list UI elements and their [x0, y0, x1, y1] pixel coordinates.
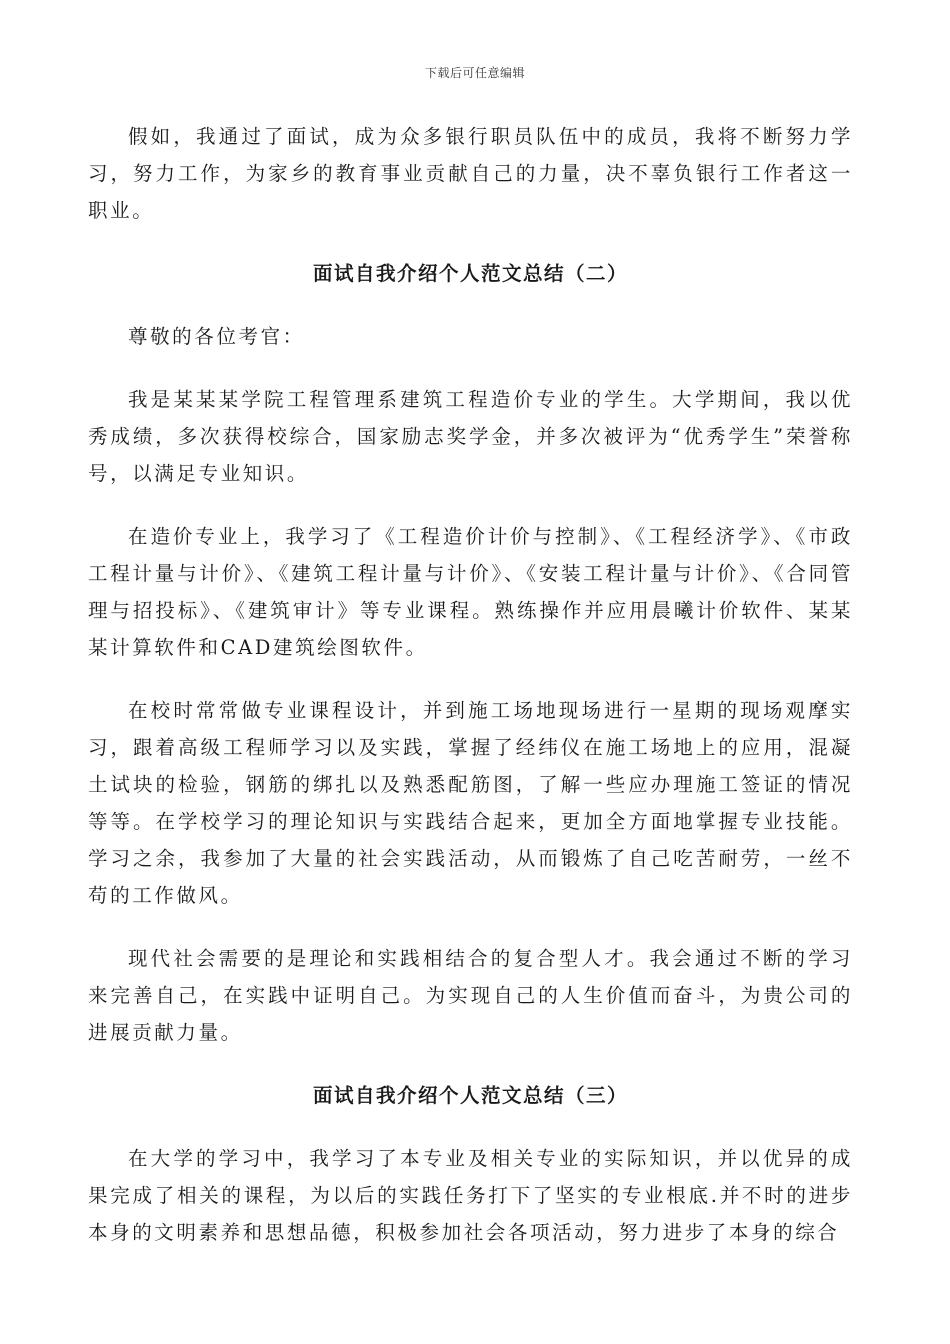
- paragraph-salutation: 尊敬的各位考官：: [127, 325, 305, 348]
- paragraph-introduction: 我是某某某学院工程管理系建筑工程造价专业的学生。大学期间，我以优秀成绩，多次获得校综合，国家励志奖学金，并多次被评为“优秀学生”荣誉称号，以满足专业知识。: [88, 388, 853, 485]
- page-header-note: 下载后可任意编辑: [424, 66, 525, 80]
- paragraph-commitment: 假如，我通过了面试，成为众多银行职员队伍中的成员，我将不断努力学习，努力工作，为家乡的教育事业贡献自己的力量，决不辜负银行工作者这一职业。: [88, 125, 853, 222]
- section-title-three: 面试自我介绍个人范文总结（三）: [312, 1084, 628, 1107]
- document-body: [88, 118, 853, 1277]
- paragraph-practice: 在校时常常做专业课程设计，并到施工场地现场进行一星期的现场观摩实习，跟着高级工程师学习以及实践，掌握了经纬仪在施工场地上的应用，混凝土试块的检验，钢筋的绑扎以及熟悉配筋图，了解一些应办理施工签证的情况等等。在学校学习的理论知识与实践结合起来，更加全方面地掌握专业技能。学习之余，我参加了大量的社会实践活动，从而锻炼了自己吃苦耐劳，一丝不苟的工作做风。: [88, 699, 853, 907]
- paragraph-university-study: 在大学的学习中，我学习了本专业及相关专业的实际知识，并以优异的成果完成了相关的课程，为以后的实践任务打下了坚实的专业根底.并不时的进步本身的文明素养和思想品德，积极参加社会各项活动，努力进步了本身的综合: [88, 1147, 853, 1244]
- paragraph-courses: 在造价专业上，我学习了《工程造价计价与控制》、《工程经济学》、《市政工程计量与计价》、《建筑工程计量与计价》、《安装工程计量与计价》、《合同管理与招投标》、《建筑审计》等专业课程。熟练操作并应用晨曦计价软件、某某某计算软件和CAD建筑绘图软件。: [88, 525, 853, 659]
- paragraph-conclusion: 现代社会需要的是理论和实践相结合的复合型人才。我会通过不断的学习来完善自己，在实践中证明自己。为实现自己的人生价值而奋斗，为贵公司的进展贡献力量。: [88, 947, 853, 1044]
- section-title-two: 面试自我介绍个人范文总结（二）: [312, 262, 628, 285]
